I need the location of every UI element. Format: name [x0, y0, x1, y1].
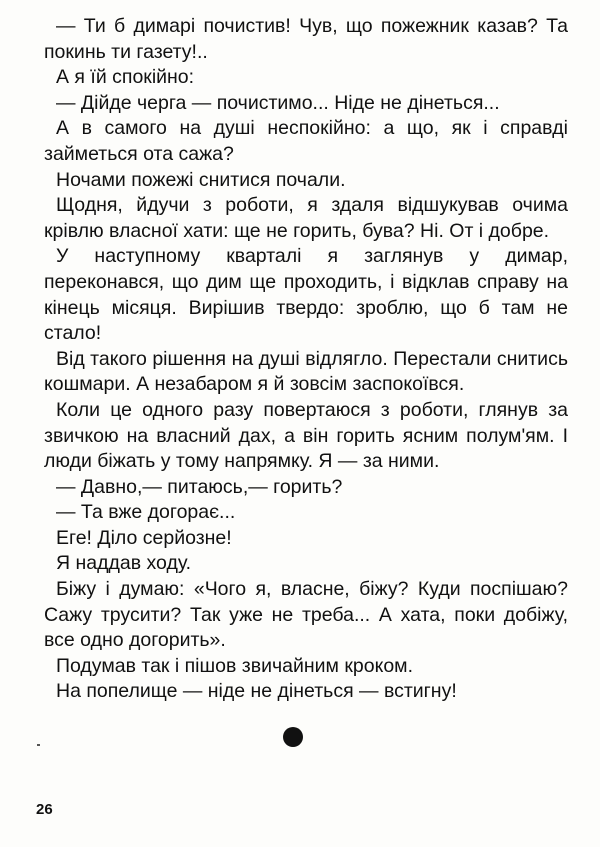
paragraph: Щодня, йдучи з роботи, я здаля відшукував очима крівлю власної хати: ще не горить, бува? Ні. От і добре.: [44, 194, 568, 242]
paragraph: Від такого рішення на душі відлягло. Перестали снитись кошмари. А незабаром я й зовсім заспокоївся.: [44, 347, 568, 396]
story-text: [44, 14, 568, 705]
paragraph: Подумав так і пішов звичайним кроком.: [56, 654, 413, 677]
end-of-story-dot-icon: [283, 727, 303, 747]
paragraph: А я їй спокійно:: [56, 66, 195, 89]
paragraph: Коли це одного разу повертаюся з роботи, глянув за звичкою на власний дах, а він горить ясним полум'ям. І люди біжать у тому напрямку. Я — за ними.: [44, 398, 568, 473]
page-number: 26: [36, 801, 53, 818]
paragraph: — Ти б димарі почистив! Чув, що пожежник казав? Та покинь ти газету!..: [44, 15, 568, 63]
paragraph: Біжу і думаю: «Чого я, власне, біжу? Куди поспішаю? Сажу трусити? Так уже не треба... А хата, поки добіжу, все одно догорить».: [44, 578, 568, 652]
paragraph: А в самого на душі неспокійно: а що, як і справді займеться ота сажа?: [44, 117, 568, 165]
paragraph: Я наддав ходу.: [56, 552, 192, 575]
paragraph: На попелище — ніде не дінеться — встигну!: [56, 680, 457, 703]
paragraph: — Дійде черга — почистимо... Ніде не дінеться...: [56, 91, 500, 114]
paragraph: Ночами пожежі снитися почали.: [56, 168, 346, 191]
paragraph: Еге! Діло серйозне!: [56, 526, 232, 549]
paragraph: У наступному кварталі я заглянув у димар, переконався, що дим ще проходить, і відклав справу на кінець місяця. Вирішив твердо: зроблю, що б там не стало!: [44, 245, 568, 345]
paragraph: — Та вже догорає...: [56, 501, 236, 524]
print-speck: [37, 744, 40, 746]
paragraph: — Давно,— питаюсь,— горить?: [56, 475, 343, 498]
